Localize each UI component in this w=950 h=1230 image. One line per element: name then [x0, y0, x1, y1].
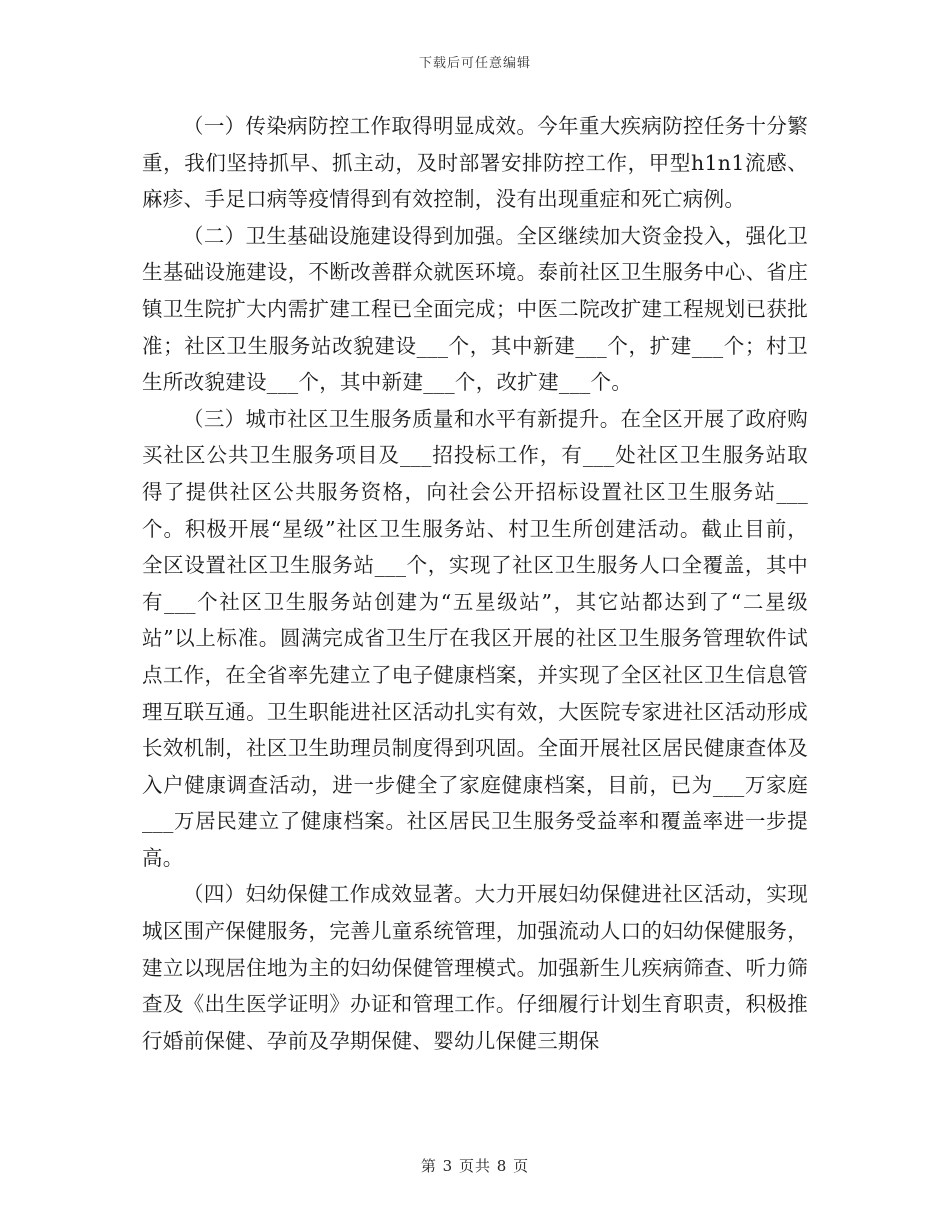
paragraph-maternal-child-health: （四）妇幼保健工作成效显著。大力开展妇幼保健进社区活动，实现城区围产保健服务，完善儿童系统管理，加强流动人口的妇幼保健服务，建立以现居住地为主的妇幼保健管理模式。加强新生儿疾病筛查、听力筛查及《出生医学证明》办证和管理工作。仔细履行计划生育职责，积极推行婚前保健、孕前及孕期保健、婴幼儿保健三期保 [142, 882, 808, 1053]
paragraph-community-health-service: （三）城市社区卫生服务质量和水平有新提升。在全区开展了政府购买社区公共卫生服务项目及___招投标工作，有___处社区卫生服务站取得了提供社区公共服务资格，向社会公开招标设置社区卫生服务站___个。积极开展“星级”社区卫生服务站、村卫生所创建活动。截止目前，全区设置社区卫生服务站___个，实现了社区卫生服务人口全覆盖，其中有___个社区卫生服务站创建为“五星级站”，其它站都达到了“二星级站”以上标准。圆满完成省卫生厅在我区开展的社区卫生服务管理软件试点工作，在全省率先建立了电子健康档案，并实现了全区社区卫生信息管理互联互通。卫生职能进社区活动扎实有效，大医院专家进社区活动形成长效机制，社区卫生助理员制度得到巩固。全面开展社区居民健康查体及入户健康调查活动，进一步健全了家庭健康档案，目前，已为___万家庭___万居民建立了健康档案。社区居民卫生服务受益率和覆盖率进一步提高。 [142, 406, 808, 870]
paragraph-health-infrastructure: （二）卫生基础设施建设得到加强。全区继续加大资金投入，强化卫生基础设施建设，不断改善群众就医环境。泰前社区卫生服务中心、省庄镇卫生院扩大内需扩建工程已全面完成；中医二院改扩建工程规划已获批准；社区卫生服务站改貌建设___个，其中新建___个，扩建___个；村卫生所改貌建设___个，其中新建___个，改扩建___个。 [142, 223, 808, 395]
page-footer: 第 3 页共 8 页 [420, 1157, 530, 1175]
document-body [142, 108, 808, 1059]
paragraph-infectious-disease-control: （一）传染病防控工作取得明显成效。今年重大疾病防控任务十分繁重，我们坚持抓早、抓主动，及时部署安排防控工作，甲型h1n1流感、麻疹、手足口病等疫情得到有效控制，没有出现重症和死亡病例。 [142, 114, 808, 212]
page-header: 下载后可任意编辑 [418, 56, 531, 71]
